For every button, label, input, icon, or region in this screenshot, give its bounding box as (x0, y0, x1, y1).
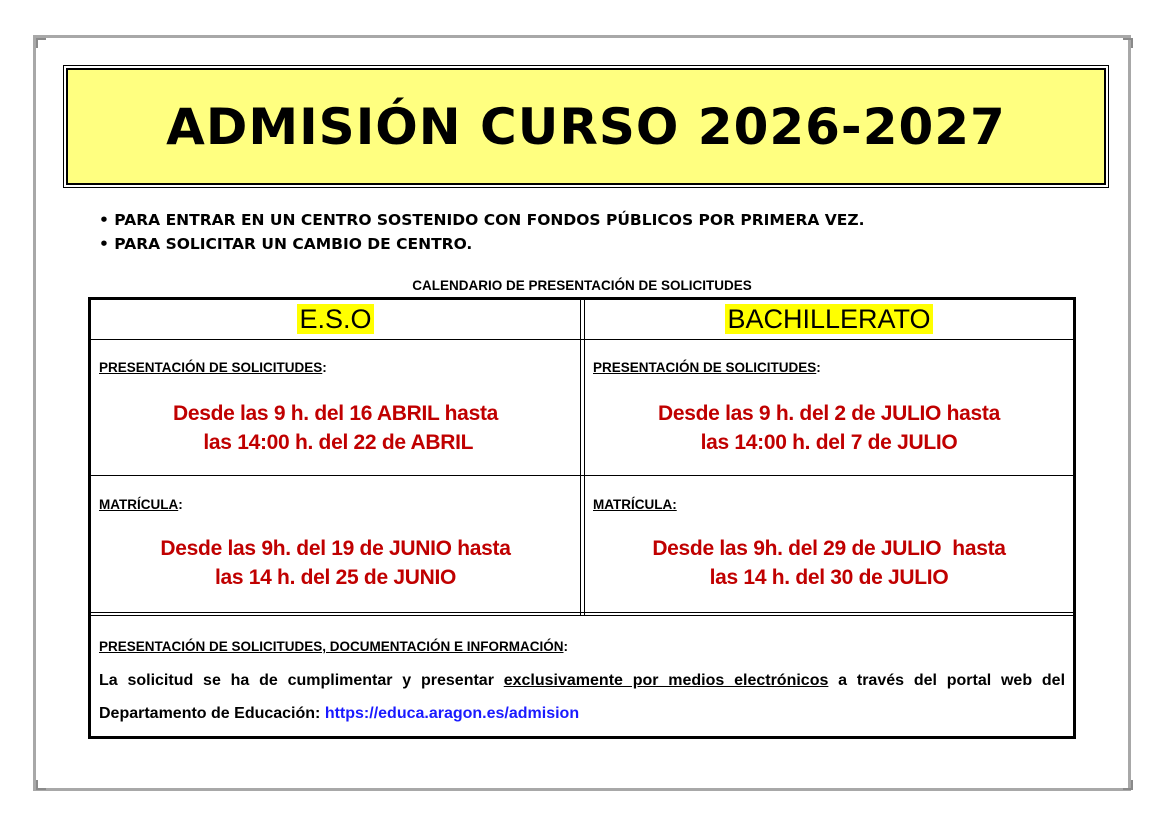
bachillerato-matricula-cell (585, 476, 1073, 612)
title-banner (66, 68, 1106, 185)
eso-solicitudes-cell (91, 340, 580, 474)
bullet-list (99, 208, 865, 256)
eso-solicitudes-dates: Desde las 9 h. del 16 ABRIL hasta las 14:00 h. del 22 de ABRIL (172, 402, 499, 454)
footer-label: PRESENTACIÓN DE SOLICITUDES, DOCUMENTACIÓN E INFORMACIÓN: (99, 639, 569, 654)
eso-matricula-label: MATRÍCULA: (99, 497, 183, 512)
bullet-item: • PARA SOLICITAR UN CAMBIO DE CENTRO. (99, 235, 473, 253)
eso-matricula-dates: Desde las 9h. del 19 de JUNIO hasta las 14 h. del 25 de JUNIO (160, 537, 511, 589)
calendar-table (88, 297, 1076, 739)
bachillerato-matricula-dates: Desde las 9h. del 29 de JULIO hasta las 14 h. del 30 de JULIO (652, 537, 1006, 589)
row-divider (91, 612, 1073, 616)
eso-header (91, 304, 580, 335)
bachillerato-solicitudes-label: PRESENTACIÓN DE SOLICITUDES: (593, 360, 821, 375)
bachillerato-solicitudes-cell (585, 340, 1073, 474)
eso-matricula-cell (91, 476, 580, 612)
bachillerato-matricula-label: MATRÍCULA: (593, 497, 677, 512)
bullet-item: • PARA ENTRAR EN UN CENTRO SOSTENIDO CON FONDOS PÚBLICOS POR PRIMERA VEZ. (99, 211, 865, 229)
footer-text: La solicitud se ha de cumplimentar y presentar exclusivamente por medios electrónicos a través del portal web del Departamento de Educación: https://educa.aragon.es/admision (99, 672, 1066, 722)
eso-solicitudes-label: PRESENTACIÓN DE SOLICITUDES: (99, 360, 327, 375)
emphasis-text: exclusivamente por medios electrónicos (503, 672, 829, 689)
corner-mark (36, 38, 46, 48)
corner-mark (1123, 780, 1133, 790)
corner-mark (1123, 38, 1133, 48)
corner-mark (36, 780, 46, 790)
bachillerato-header (585, 304, 1073, 335)
calendar-title: CALENDARIO DE PRESENTACIÓN DE SOLICITUDES (412, 278, 752, 293)
page-title: ADMISIÓN CURSO 2026-2027 (166, 97, 1006, 156)
eso-header-label: E.S.O (299, 304, 372, 334)
admision-link[interactable]: https://educa.aragon.es/admision (324, 705, 580, 722)
bachillerato-header-label: BACHILLERATO (727, 304, 931, 334)
bachillerato-solicitudes-dates: Desde las 9 h. del 2 de JULIO hasta las 14:00 h. del 7 de JULIO (658, 402, 1000, 454)
